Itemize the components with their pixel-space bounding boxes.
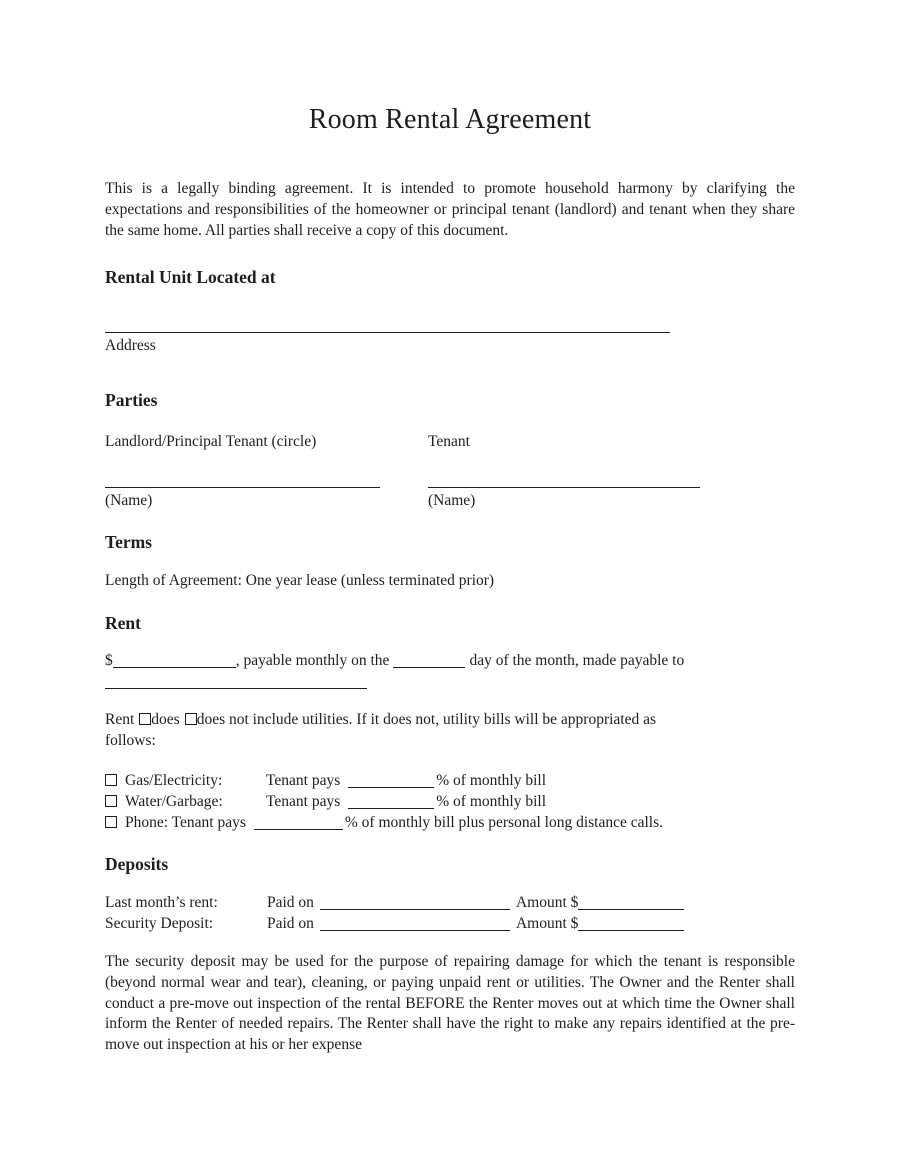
deposits-list — [105, 892, 795, 934]
gas-suffix-text: % of monthly bill — [436, 772, 547, 789]
intro-paragraph: This is a legally binding agreement. It is intended to promote household harmony by clarifying the expectations and responsibilities of the homeowner or principal tenant (landlord) and tenant when they share the same home. All parties shall receive a copy of this document. — [105, 180, 795, 239]
rental-unit-heading: Rental Unit Located at — [105, 267, 276, 287]
party-name-row — [105, 452, 795, 511]
utilities-pre-text: Rent — [105, 711, 135, 728]
last-month-amount-text: Amount $ — [515, 894, 579, 911]
landlord-name-label: (Name) — [105, 492, 153, 509]
gas-tenant-pays-text: Tenant pays — [266, 772, 341, 789]
utilities-sentence — [105, 709, 795, 751]
water-tenant-pays-text: Tenant pays — [266, 793, 341, 810]
security-paid-on-text: Paid on — [267, 915, 314, 932]
deposits-heading: Deposits — [105, 854, 169, 874]
last-month-paid-on-text: Paid on — [267, 894, 314, 911]
security-amount-text: Amount $ — [515, 915, 579, 932]
parties-heading: Parties — [105, 390, 158, 410]
last-month-amount-blank — [578, 897, 684, 910]
document-title: Room Rental Agreement — [308, 104, 592, 135]
deposit-row-last-month — [105, 892, 795, 913]
security-paid-on-blank — [320, 918, 510, 931]
gas-electricity-checkbox — [105, 774, 117, 786]
phone-label: Phone: Tenant pays — [125, 814, 246, 831]
rent-payable-text: , payable monthly on the — [235, 652, 390, 669]
utilities-follows-text: follows: — [105, 732, 156, 749]
utility-row-phone — [105, 812, 795, 833]
gas-electricity-label: Gas/Electricity: — [125, 772, 223, 789]
tenant-name-label: (Name) — [428, 492, 476, 509]
address-blank-line — [105, 289, 670, 333]
water-garbage-label: Water/Garbage: — [125, 793, 223, 810]
security-deposit-paragraph: The security deposit may be used for the purpose of repairing damage for which the tenant is responsible (beyond normal wear and tear), cleaning, or paying unpaid rent or utilities. The Owner and the Renter shall conduct a pre-move out inspection of the rental BEFORE the Renter moves out at which time the Owner shall inform the Renter of needed repairs. The Renter shall have the right to make any repairs identified at the pre-move out inspection at his or her expense — [105, 953, 795, 1054]
gas-percent-blank — [348, 775, 434, 788]
security-amount-blank — [578, 918, 684, 931]
does-checkbox — [139, 713, 151, 725]
tenant-label: Tenant — [428, 433, 470, 450]
utilities-rest-text: does not include utilities. If it does not, utility bills will be appropriated as — [196, 711, 657, 728]
party-labels-row — [105, 431, 795, 452]
payable-to-blank — [105, 676, 367, 689]
rent-sentence — [105, 650, 795, 692]
rent-amount-blank — [113, 655, 236, 668]
phone-percent-blank — [254, 817, 343, 830]
landlord-name-blank-line — [105, 452, 380, 488]
address-label: Address — [105, 337, 156, 354]
water-percent-blank — [348, 796, 434, 809]
rent-heading: Rent — [105, 613, 141, 633]
deposit-row-security — [105, 913, 795, 934]
rent-day-blank — [393, 655, 465, 668]
does-label: does — [151, 711, 180, 728]
phone-checkbox — [105, 816, 117, 828]
length-of-agreement-text: Length of Agreement: One year lease (unless terminated prior) — [105, 572, 495, 589]
water-suffix-text: % of monthly bill — [436, 793, 547, 810]
last-month-paid-on-blank — [320, 897, 510, 910]
last-months-rent-label: Last month’s rent: — [105, 894, 218, 911]
utilities-list — [105, 770, 795, 833]
utility-row-gas — [105, 770, 795, 791]
tenant-name-blank-line — [428, 452, 700, 488]
water-garbage-checkbox — [105, 795, 117, 807]
security-deposit-label: Security Deposit: — [105, 915, 214, 932]
terms-heading: Terms — [105, 532, 152, 552]
rent-day-suffix-text: day of the month, made payable to — [469, 652, 685, 669]
currency-symbol: $ — [105, 652, 113, 669]
landlord-label: Landlord/Principal Tenant (circle) — [105, 433, 317, 450]
utility-row-water — [105, 791, 795, 812]
does-not-checkbox — [185, 713, 197, 725]
phone-suffix-text: % of monthly bill plus personal long distance calls. — [344, 814, 664, 831]
